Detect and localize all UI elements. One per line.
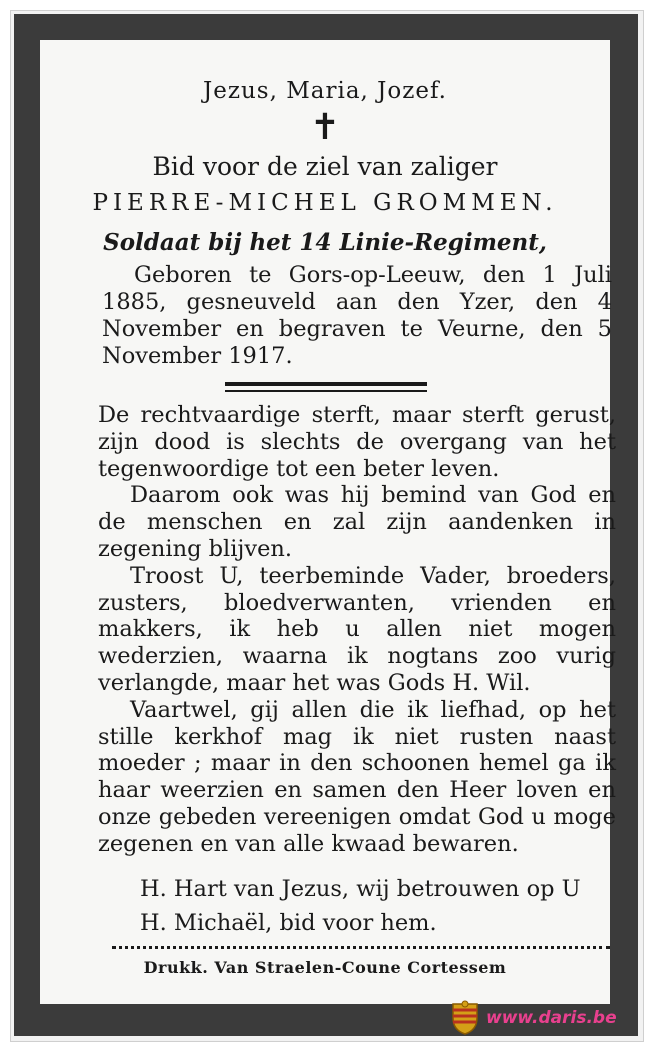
printer-credit: Drukk. Van Straelen-Coune Cortessem: [143, 958, 507, 977]
card-header: Jezus, Maria, Jozef.: [203, 78, 447, 104]
regiment-line: Soldaat bij het 14 Linie-Regiment,: [103, 229, 547, 256]
watermark-text: www.daris.be: [486, 1008, 617, 1028]
deceased-name: PIERRE-MICHEL GROMMEN.: [92, 190, 558, 216]
invocation-saint-michael: H. Michaël, bid voor hem.: [140, 910, 437, 936]
paragraph: De rechtvaardige sterft, maar sterft gerust, zijn dood is slechts de overgang van het tegenwoordige tot een beter leven.: [98, 402, 616, 482]
prayer-line: Bid voor de ziel van zaliger: [152, 152, 498, 181]
biography: [102, 262, 612, 370]
biography-text: Geboren te Gors-op-Leeuw, den 1 Juli 1885, gesneuveld aan den Yzer, den 4 November en begraven te Veurne, den 5 November 1917.: [102, 262, 612, 369]
memorial-text: [98, 402, 616, 858]
paragraph: Vaartwel, gij allen die ik liefhad, op het stille kerkhof mag ik niet rusten naast moeder ; maar in den schoonen hemel ga ik haar weerzien en samen den Heer loven en onze gebeden vereenigen omdat God u moge zegenen en van alle kwaad bewaren.: [98, 696, 616, 857]
divider-thick: [225, 382, 427, 386]
site-watermark: [450, 1000, 640, 1036]
cross-icon: ✝: [309, 107, 341, 148]
invocation-sacred-heart: H. Hart van Jezus, wij betrouwen op U: [140, 876, 581, 902]
divider-thin: [225, 390, 427, 392]
dotted-divider: [112, 946, 610, 949]
heraldic-shield-icon: [450, 1000, 480, 1036]
paragraph: Daarom ook was hij bemind van God en de menschen en zal zijn aandenken in zegening blijven.: [98, 482, 616, 562]
paragraph: Troost U, teerbeminde Vader, broeders, zusters, bloedverwanten, vrienden en makkers, ik heb u allen niet mogen wederzien, waarna ik nogtans zoo vurig verlangde, maar het was Gods H. Wil.: [98, 562, 616, 696]
memorial-card: [40, 40, 616, 1004]
